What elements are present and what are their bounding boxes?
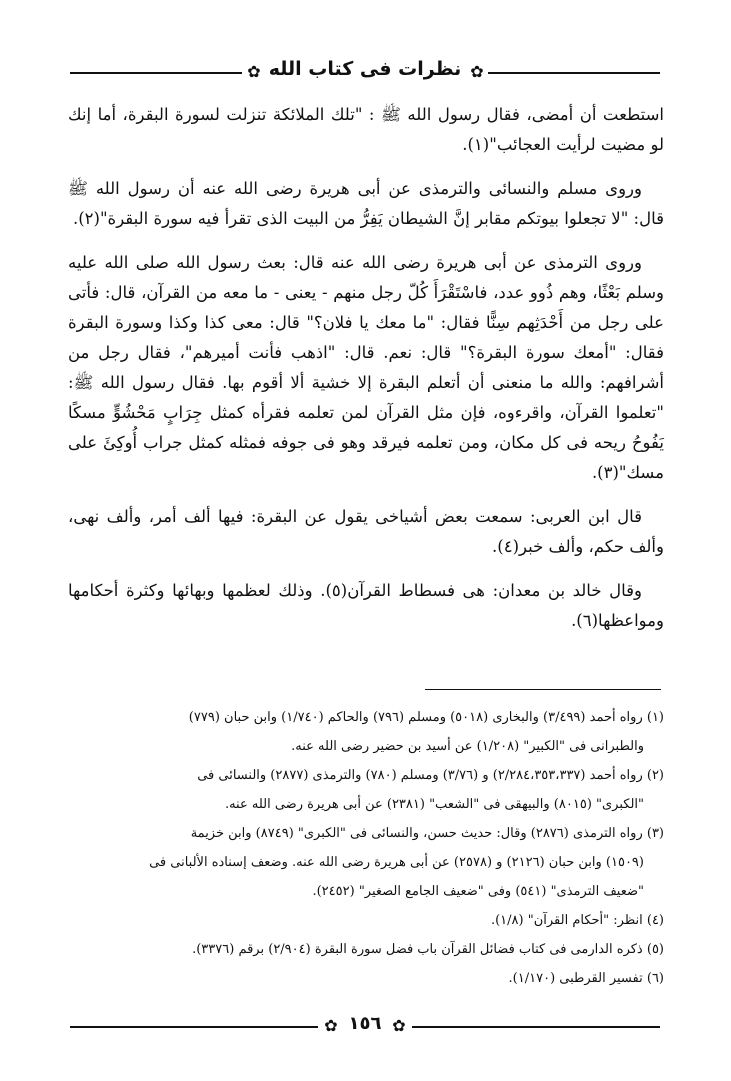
flower-ornament-icon: ✿	[470, 62, 484, 81]
footnote	[68, 964, 664, 993]
flower-ornament-icon: ✿	[392, 1016, 406, 1035]
flower-ornament-icon: ✿	[247, 62, 261, 81]
footnote-line: (٦) تفسير القرطبى (١/١٧٠).	[508, 971, 664, 986]
paragraph: قال ابن العربى: سمعت بعض أشياخى يقول عن البقرة: فيها ألف أمر، وألف نهى، وألف حكم، وألف خبر(٤).	[68, 507, 664, 556]
page-footer	[70, 1010, 660, 1042]
footnote-line: (٥) ذكره الدارمى فى كتاب فضائل القرآن باب فضل سورة البقرة (٢/٩٠٤) برقم (٣٣٧٦).	[192, 942, 664, 957]
running-title: نظرات فى كتاب الله	[268, 58, 462, 80]
footnote-line: (١٥٠٩) وابن حبان (٢١٢٦) و (٢٥٧٨) عن أبى هريرة رضى الله عنه. وضعف إسناده الألبانى فى	[149, 855, 644, 870]
footnote-line: (٤) انظر: "أحكام القرآن" (١/٨).	[490, 913, 664, 928]
page-header	[70, 52, 660, 88]
paragraph: وقال خالد بن معدان: هى فسطاط القرآن(٥). وذلك لعظمها وبهائها وكثرة أحكامها ومواعظها(٦).	[68, 581, 664, 630]
page-number: ١٥٦	[348, 1013, 382, 1034]
paragraph: وروى الترمذى عن أبى هريرة رضى الله عنه قال: بعث رسول الله صلى الله عليه وسلم بَعْثًا، وهم ذُوو عدد، فاسْتَقْرَأَ كُلّ رجل منهم - يعنى - ما معه من القرآن، قال: فأتى على رجل من أَحْدَثِهم سِنًّا فقال: "ما معك يا فلان؟" قال: معى كذا وكذا وسورة البقرة فقال: "أمعك سورة البقرة؟" قال: نعم. قال: "اذهب فأنت أميرهم"، فقال رجل من أشرافهم: والله ما منعنى أن أتعلم البقرة إلا خشية ألا أقوم بها. فقال رسول الله ﷺ: "تعلموا القرآن، واقرءوه، فإن مثل القرآن لمن تعلمه فقرأه كمثل جِرَابٍ مَحْشُوٍّ مسكًا يَفُوحُ ريحه فى كل مكان، ومن تعلمه فيرقد وهو فى جوفه فمثله كمثل جراب أُوكِئَ على مسك"(٣).	[68, 253, 664, 482]
footnote-separator	[425, 689, 661, 690]
footnote	[68, 906, 664, 935]
footer-rule-right	[412, 1026, 660, 1028]
flower-ornament-icon: ✿	[324, 1016, 338, 1035]
paragraph: وروى مسلم والنسائى والترمذى عن أبى هريرة رضى الله عنه أن رسول الله ﷺ قال: "لا تجعلوا بيوتكم مقابر إنَّ الشيطان يَفِرُّ من البيت الذى تقرأ فيه سورة البقرة"(٢).	[68, 179, 664, 228]
footnote-line: (٣) رواه الترمذى (٢٨٧٦) وقال: حديث حسن، والنسائى فى "الكبرى" (٨٧٤٩) وابن خزيمة	[190, 826, 664, 841]
footnotes	[68, 703, 664, 993]
footnote-line: (١) رواه أحمد (٣/٤٩٩) والبخارى (٥٠١٨) ومسلم (٧٩٦) والحاكم (١/٧٤٠) وابن حبان (٧٧٩)	[188, 710, 664, 725]
footnote-line: (٢) رواه أحمد (٢/٢٨٤،٣٥٣،٣٣٧) و (٣/٧٦) ومسلم (٧٨٠) والترمذى (٢٨٧٧) والنسائى فى	[197, 768, 664, 783]
main-text	[68, 100, 664, 650]
footnote-line: "الكبرى" (٨٠١٥) والبيهقى فى "الشعب" (٢٣٨١) عن أبى هريرة رضى الله عنه.	[224, 797, 644, 812]
header-rule-left	[70, 72, 242, 74]
paragraph: استطعت أن أمضى، فقال رسول الله ﷺ : "تلك الملائكة تنزلت لسورة البقرة، أما إنك لو مضيت لرأيت العجائب"(١).	[68, 105, 664, 154]
footnote	[68, 703, 664, 761]
footnote	[68, 761, 664, 819]
footnote-line: والطبرانى فى "الكبير" (١/٢٠٨) عن أسيد بن حضير رضى الله عنه.	[291, 739, 644, 754]
footnote	[68, 935, 664, 964]
header-rule-right	[488, 72, 660, 74]
footnote	[68, 819, 664, 906]
footer-rule-left	[70, 1026, 318, 1028]
footnote-line: "ضعيف الترمذى" (٥٤١) وفى "ضعيف الجامع الصغير" (٢٤٥٢).	[312, 884, 644, 899]
